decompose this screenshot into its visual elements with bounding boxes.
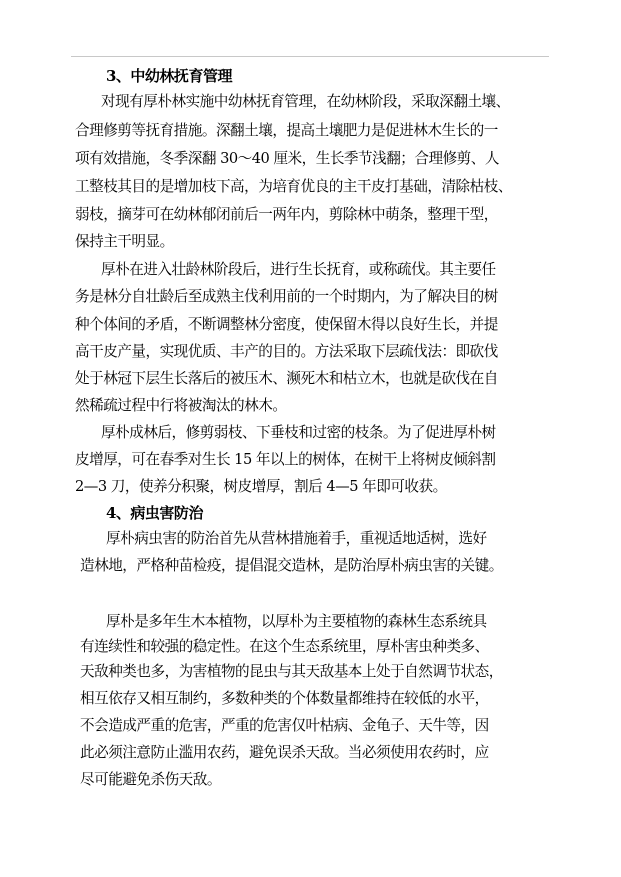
paragraph-line: 处于林冠下层生长落后的被压木、濒死木和枯立木，也就是砍伐在自 <box>75 370 498 387</box>
paragraph-line: 务是林分自壮龄后至成熟主伐利用前的一个时期内，为了解决目的树 <box>75 288 498 305</box>
paragraph-line: 保持主干明显。 <box>75 233 174 250</box>
header-rule <box>71 56 549 57</box>
paragraph-line: 厚朴病虫害的防治首先从营林措施着手，重视适地适树，选好 <box>106 530 487 547</box>
paragraph-line: 种个体间的矛盾，不断调整林分密度，使保留木得以良好生长，并提 <box>75 316 498 333</box>
paragraph-line: 项有效措施，冬季深翻 30～40 厘米，生长季节浅翻；合理修剪、人 <box>75 150 499 167</box>
paragraph-line: 工整枝其目的是增加枝下高，为培育优良的主干皮打基础，清除枯枝、 <box>75 178 512 195</box>
paragraph-line: 弱枝，摘芽可在幼林郁闭前后一两年内，剪除林中萌条，整理干型， <box>75 206 498 223</box>
paragraph-line: 有连续性和较强的稳定性。在这个生态系统里，厚朴害虫种类多、 <box>80 638 489 655</box>
paragraph-line: 天敌种类也多，为害植物的昆虫与其天敌基本上处于自然调节状态， <box>80 663 503 680</box>
paragraph-line: 2—3 刀，使养分积聚，树皮增厚，割后 4—5 年即可收获。 <box>75 478 447 495</box>
paragraph-line: 然稀疏过程中行将被淘汰的林木。 <box>75 397 287 414</box>
paragraph-line: 合理修剪等抚育措施。深翻土壤，提高土壤肥力是促进林木生长的一 <box>75 122 498 139</box>
paragraph-line: 厚朴是多年生木本植物，以厚朴为主要植物的森林生态系统具 <box>106 613 487 630</box>
section-heading-3: 3、中幼林抚育管理 <box>106 67 232 85</box>
paragraph-line: 皮增厚，可在春季对生长 15 年以上的树体，在树干上将树皮倾斜割 <box>75 451 496 468</box>
paragraph-line: 对现有厚朴林实施中幼林抚育管理，在幼林阶段，采取深翻土壤、 <box>101 93 510 110</box>
paragraph-line: 造林地，严格种苗检疫，提倡混交造林，是防治厚朴病虫害的关键。 <box>80 557 503 574</box>
paragraph-line: 尽可能避免杀伤天敌。 <box>80 771 221 788</box>
paragraph-line: 高干皮产量，实现优质、丰产的目的。方法采取下层疏伐法：即砍伐 <box>75 343 498 360</box>
paragraph-line: 厚朴在进入壮龄林阶段后，进行生长抚育，或称疏伐。其主要任 <box>101 261 496 278</box>
paragraph-line: 此必须注意防止滥用农药，避免误杀天敌。当必须使用农药时，应 <box>80 744 489 761</box>
section-heading-4: 4、病虫害防治 <box>106 504 203 522</box>
paragraph-line: 不会造成严重的危害，严重的危害仅叶枯病、金龟子、天牛等，因 <box>80 717 489 734</box>
paragraph-line: 相互依存又相互制约，多数种类的个体数量都维持在较低的水平， <box>80 690 489 707</box>
paragraph-line: 厚朴成林后，修剪弱枝、下垂枝和过密的枝条。为了促进厚朴树 <box>101 424 496 441</box>
